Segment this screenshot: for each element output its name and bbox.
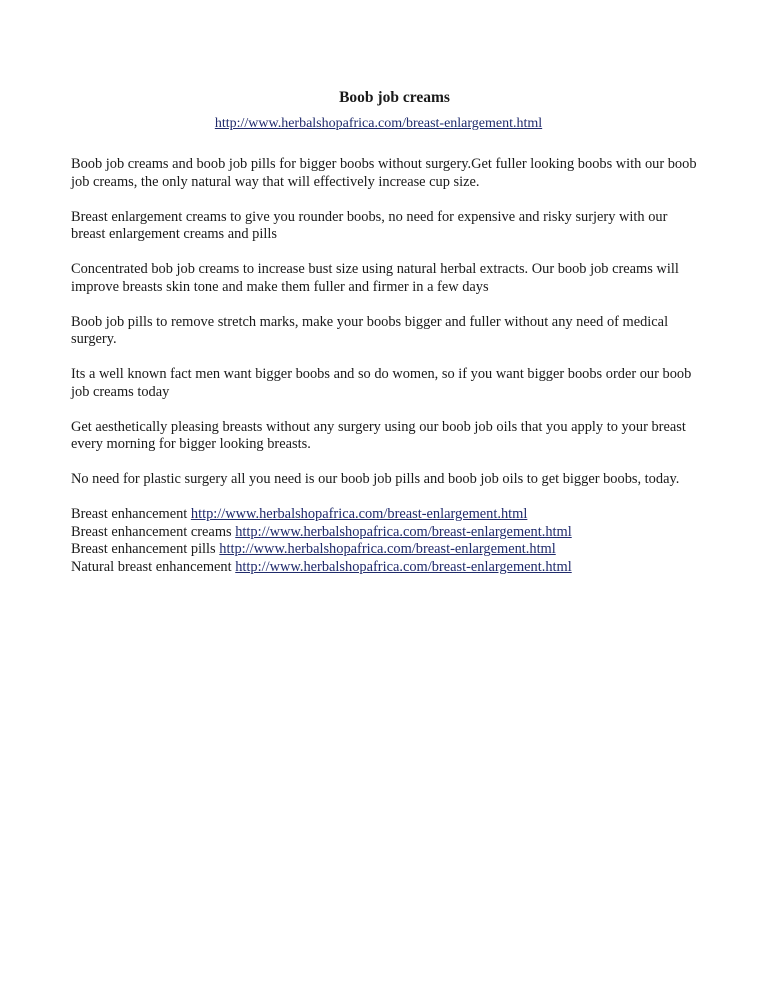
link-url[interactable]: http://www.herbalshopafrica.com/breast-enlargement.html — [219, 541, 556, 557]
title-link[interactable]: http://www.herbalshopafrica.com/breast-enlargement.html — [214, 116, 543, 131]
link-line — [71, 541, 698, 559]
paragraph: Get aesthetically pleasing breasts without any surgery using our boob job oils that you apply to your breast every morning for bigger looking breasts. — [71, 418, 686, 452]
paragraph: Boob job creams and boob job pills for bigger boobs without surgery.Get fuller looking boobs with our boob job creams, the only natural way that will effectively increase cup size. — [71, 156, 697, 190]
document-body — [71, 156, 698, 576]
link-line — [71, 506, 698, 524]
link-line — [71, 524, 698, 542]
paragraph: No need for plastic surgery all you need is our boob job pills and boob job oils to get bigger boobs, today. — [71, 471, 680, 487]
link-label: Natural breast enhancement — [71, 558, 232, 575]
link-label: Breast enhancement creams — [71, 523, 232, 540]
link-url[interactable]: http://www.herbalshopafrica.com/breast-enlargement.html — [190, 506, 528, 522]
link-label: Breast enhancement pills — [71, 541, 216, 557]
paragraph: Its a well known fact men want bigger boobs and so do women, so if you want bigger boobs order our boob job creams today — [71, 366, 692, 400]
paragraph: Boob job pills to remove stretch marks, make your boobs bigger and fuller without any need of medical surgery. — [71, 313, 669, 347]
paragraph: Breast enlargement creams to give you rounder boobs, no need for expensive and risky surjery with our breast enlargement creams and pills — [71, 208, 668, 242]
link-url[interactable]: http://www.herbalshopafrica.com/breast-enlargement.html — [235, 558, 572, 575]
link-url[interactable]: http://www.herbalshopafrica.com/breast-enlargement.html — [235, 523, 572, 540]
document-title: Boob job creams — [339, 89, 450, 106]
paragraph: Concentrated bob job creams to increase bust size using natural herbal extracts. Our boob job creams will improve breasts skin tone and make them fuller and firmer in a few days — [71, 261, 679, 295]
links-list — [71, 506, 698, 576]
link-line — [71, 559, 698, 577]
link-label: Breast enhancement — [71, 506, 188, 522]
